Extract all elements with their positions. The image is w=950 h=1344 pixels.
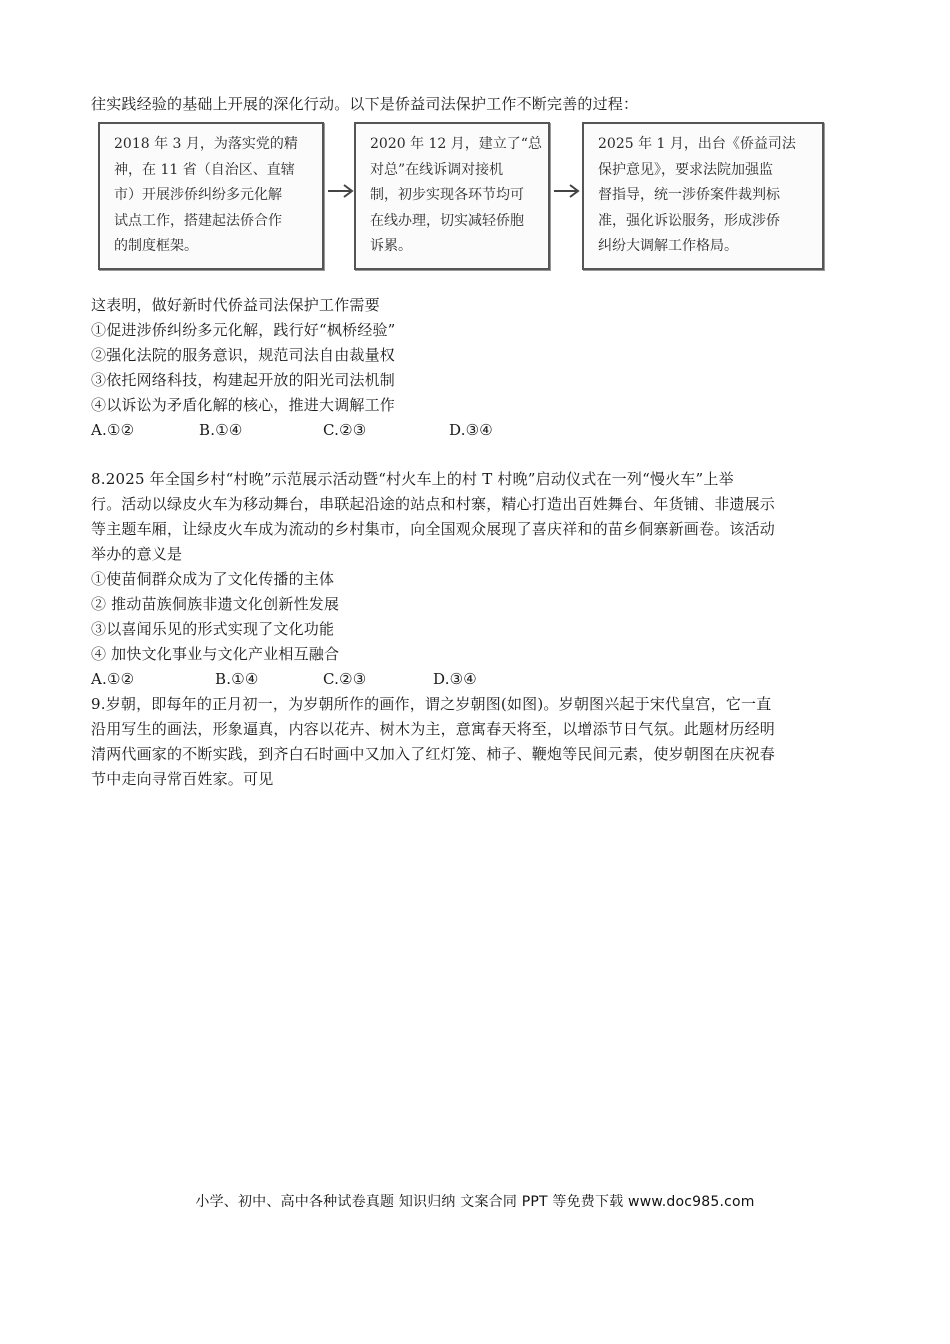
flow-line: 制，初步实现各环节均可 bbox=[370, 187, 524, 203]
q8-option-c: C.②③ bbox=[323, 670, 367, 688]
page-footer: 小学、初中、高中各种试卷真题 知识归纳 文案合同 PPT 等免费下载 www.doc985.com bbox=[195, 1194, 755, 1210]
flow-line: 督指导，统一涉侨案件裁判标 bbox=[598, 187, 780, 203]
q9-stem-line: 清两代画家的不断实践，到齐白石时画中又加入了红灯笼、柿子、鞭炮等民间元素，使岁朝图在庆祝春 bbox=[91, 745, 776, 763]
arrow-right-icon bbox=[553, 184, 581, 198]
q9-stem-line: 节中走向寻常百姓家。可见 bbox=[91, 770, 274, 788]
q8-stem-line: 行。活动以绿皮火车为移动舞台，串联起沿途的站点和村寨，精心打造出百姓舞台、年货铺、非遗展示 bbox=[91, 495, 776, 513]
flow-line: 准，强化诉讼服务，形成涉侨 bbox=[598, 212, 780, 229]
q8-item-2: ② 推动苗族侗族非遗文化创新性发展 bbox=[91, 595, 340, 613]
q7-item-3: ③依托网络科技，构建起开放的阳光司法机制 bbox=[91, 371, 396, 389]
q8-stem-line: 8.2025 年全国乡村“村晚”示范展示活动暨“村火车上的村 T 村晚”启动仪式在一列“慢火车”上举 bbox=[91, 470, 734, 488]
flow-line: 神，在 11 省（自治区、直辖 bbox=[114, 161, 295, 178]
intro-text: 往实践经验的基础上开展的深化行动。以下是侨益司法保护工作不断完善的过程： bbox=[91, 95, 639, 113]
flow-line: 2020 年 12 月，建立了“总 bbox=[370, 136, 542, 152]
q8-item-1: ①使苗侗群众成为了文化传播的主体 bbox=[91, 570, 335, 588]
flow-line: 保护意见》，要求法院加强监 bbox=[598, 161, 773, 178]
q8-option-a: A.①② bbox=[91, 670, 135, 688]
q7-item-1: ①促进涉侨纠纷多元化解，践行好“枫桥经验” bbox=[91, 321, 396, 339]
flow-line: 市）开展涉侨纠纷多元化解 bbox=[114, 187, 282, 203]
flow-line: 对总”在线诉调对接机 bbox=[370, 161, 504, 178]
process-flowchart bbox=[98, 118, 828, 276]
q9-stem-line: 9.岁朝，即每年的正月初一，为岁朝所作的画作，谓之岁朝图(如图)。岁朝图兴起于宋代皇宫，它一直 bbox=[91, 695, 772, 713]
q7-option-d: D.③④ bbox=[449, 421, 493, 439]
q7-option-b: B.①④ bbox=[199, 421, 243, 439]
q8-options bbox=[91, 667, 477, 691]
q7-item-2: ②强化法院的服务意识，规范司法自由裁量权 bbox=[91, 346, 396, 364]
q7-option-c: C.②③ bbox=[323, 421, 367, 439]
flow-line: 试点工作，搭建起法侨合作 bbox=[114, 212, 282, 229]
flow-line: 2018 年 3 月，为落实党的精 bbox=[114, 136, 298, 152]
flow-box-2018 bbox=[98, 122, 324, 270]
flow-line: 诉累。 bbox=[370, 238, 412, 254]
q8-option-b: B.①④ bbox=[215, 670, 259, 688]
q8-item-3: ③以喜闻乐见的形式实现了文化功能 bbox=[91, 620, 335, 638]
flow-box-2020 bbox=[354, 122, 550, 270]
q7-option-a: A.①② bbox=[91, 421, 135, 439]
q8-stem-line: 等主题车厢，让绿皮火车成为流动的乡村集市，向全国观众展现了喜庆祥和的苗乡侗寨新画卷。该活动 bbox=[91, 520, 776, 538]
q8-option-d: D.③④ bbox=[433, 670, 477, 688]
flow-line: 纠纷大调解工作格局。 bbox=[598, 238, 738, 254]
flow-line: 的制度框架。 bbox=[114, 238, 198, 254]
q7-stem: 这表明，做好新时代侨益司法保护工作需要 bbox=[91, 296, 380, 314]
q8-stem-line: 举办的意义是 bbox=[91, 545, 183, 563]
flow-line: 2025 年 1 月，出台《侨益司法 bbox=[598, 136, 796, 152]
flow-box-2025 bbox=[582, 122, 824, 270]
q7-item-4: ④以诉讼为矛盾化解的核心，推进大调解工作 bbox=[91, 396, 396, 414]
flow-line: 在线办理，切实减轻侨胞 bbox=[370, 212, 524, 229]
q9-stem-line: 沿用写生的画法，形象逼真，内容以花卉、树木为主，意寓春天将至，以增添节日气氛。此题材历经明 bbox=[91, 720, 776, 738]
arrow-right-icon bbox=[327, 184, 355, 198]
q8-item-4: ④ 加快文化事业与文化产业相互融合 bbox=[91, 645, 340, 663]
q7-options bbox=[91, 418, 493, 442]
